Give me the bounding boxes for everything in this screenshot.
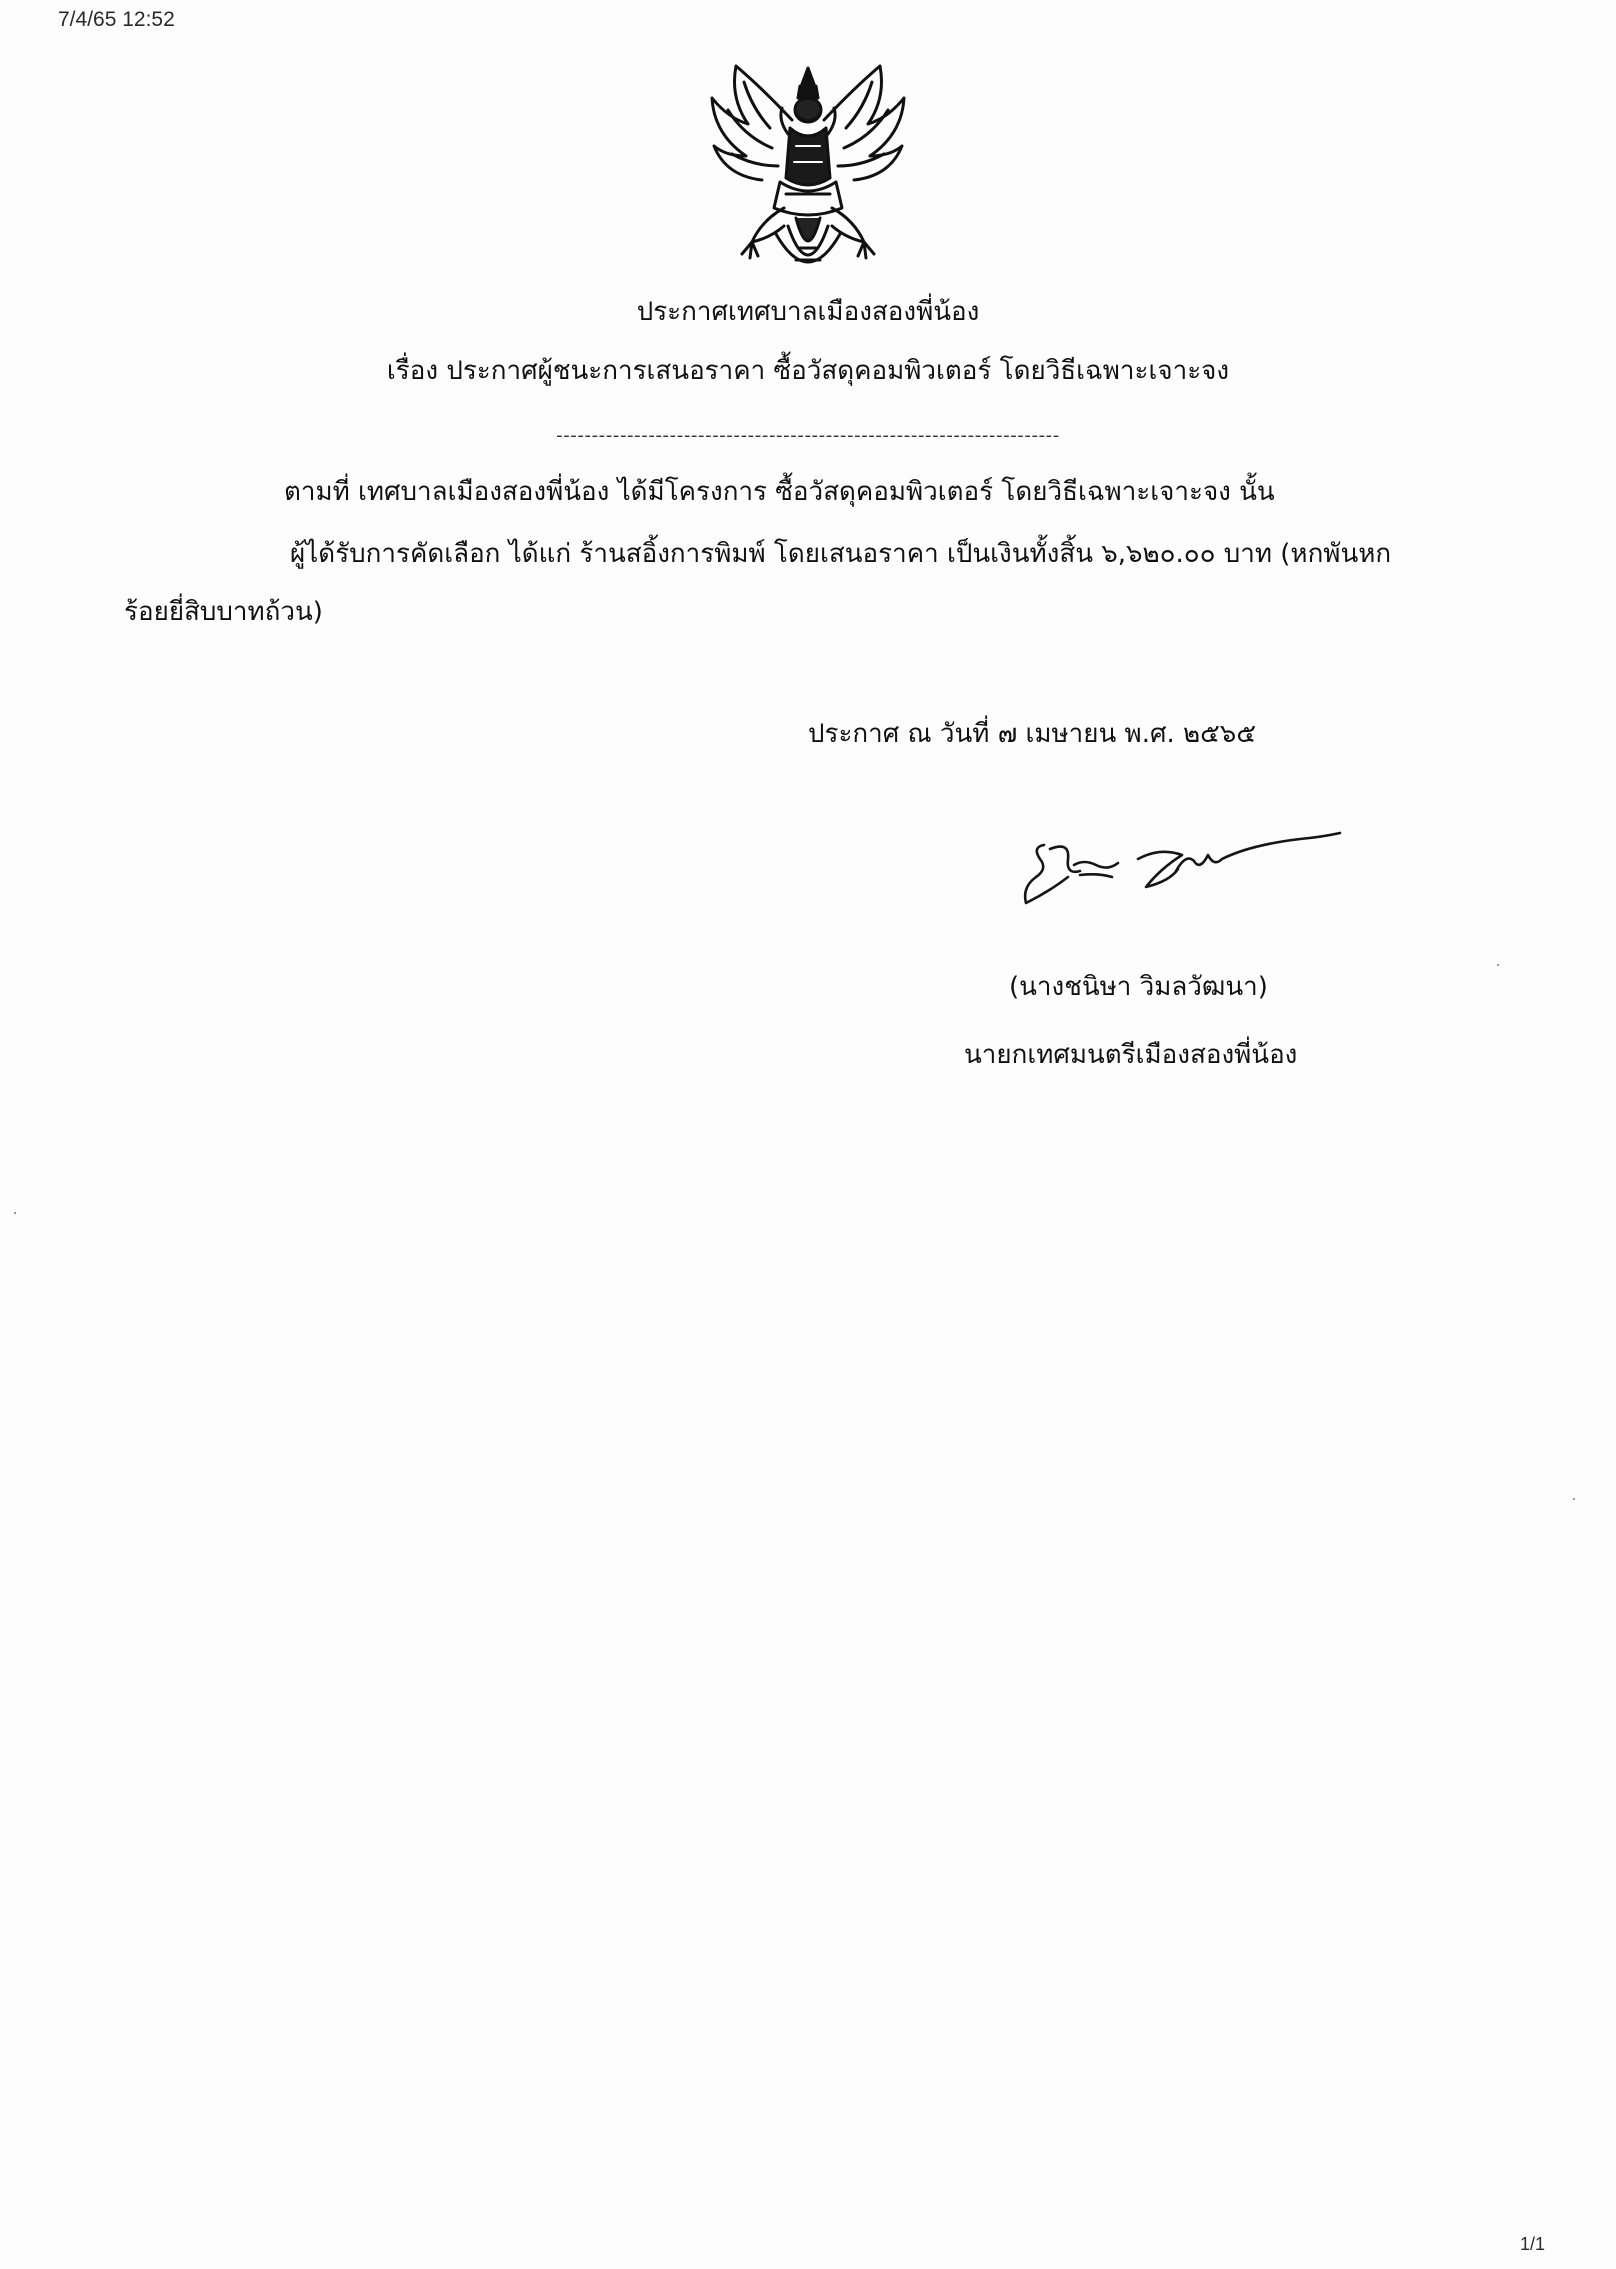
scan-speck xyxy=(14,1212,16,1214)
handwritten-signature xyxy=(1010,825,1350,915)
page-counter: 1/1 xyxy=(1520,2234,1546,2254)
signer-position: นายกเทศมนตรีเมืองสองพี่น้อง xyxy=(964,1040,1298,1070)
print-timestamp: 7/4/65 12:52 xyxy=(58,8,175,31)
garuda-emblem-icon xyxy=(692,58,924,290)
scan-speck xyxy=(1497,964,1499,966)
announcement-title: ประกาศเทศบาลเมืองสองพี่น้อง xyxy=(636,297,980,327)
announcement-subject: เรื่อง ประกาศผู้ชนะการเสนอราคา ซื้อวัสดุคอมพิวเตอร์ โดยวิธีเฉพาะเจาะจง xyxy=(386,356,1230,386)
signer-name: (นางชนิษา วิมลวัฒนา) xyxy=(1009,972,1268,1002)
scan-speck xyxy=(1573,1498,1575,1500)
body-paragraph-3: ร้อยยี่สิบบาทถ้วน) xyxy=(124,597,323,627)
announcement-date: ประกาศ ณ วันที่ ๗ เมษายน พ.ศ. ๒๕๖๕ xyxy=(808,719,1256,749)
divider-line: ----------------------------------------------------------------------- xyxy=(556,425,1060,446)
body-paragraph-1: ตามที่ เทศบาลเมืองสองพี่น้อง ได้มีโครงการ ซื้อวัสดุคอมพิวเตอร์ โดยวิธีเฉพาะเจาะจง นั้น xyxy=(284,477,1275,507)
body-paragraph-2: ผู้ได้รับการคัดเลือก ได้แก่ ร้านสอิ้งการพิมพ์ โดยเสนอราคา เป็นเงินทั้งสิ้น ๖,๖๒๐.๐๐ บาท (หกพันหก xyxy=(290,539,1392,569)
